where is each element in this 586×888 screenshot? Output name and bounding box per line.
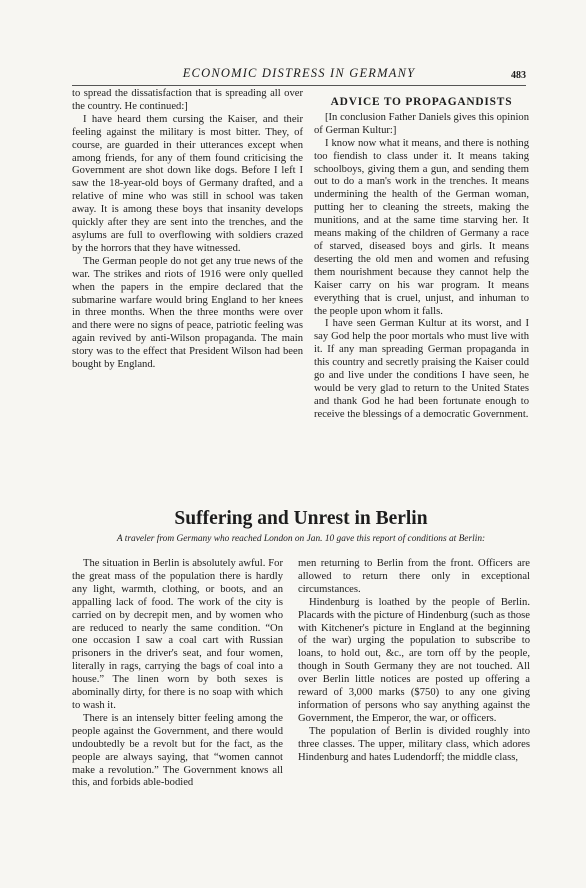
paragraph: The German people do not get any true news of the war. The strikes and riots of 1916 were only quelled when the papers in the empire declared that the submarine warfare would bring England to her knees in three months. When the three months were over and there were no signs of peace, patriotic feeling was again revived by anti-Wilson propaganda. The main story was to the effect that President Wilson had been bought by England.: [72, 255, 303, 371]
page-header: [72, 66, 526, 86]
article-right-column: [298, 558, 530, 765]
paragraph: I have heard them cursing the Kaiser, and their feeling against the military is most bitter. They, of course, are guarded in their utterances except when among friends, for any of them found criticising the Government are shot down like dogs. Before I left I saw the 18-year-old boys of Germany drafted, and a relative of mine who was still in school was taken away. It is among these boys that insanity develops quickly after they are sent into the trenches, and the asylums are full to overflowing with soldiers crazed by the horrors that they have witnessed.: [72, 113, 303, 254]
header-rule: [72, 85, 526, 86]
paragraph: to spread the dissatisfaction that is spreading all over the country. He continued:]: [72, 88, 303, 112]
section-heading: ADVICE TO PROPAGANDISTS: [330, 96, 513, 108]
article-title: Suffering and Unrest in Berlin: [174, 508, 428, 529]
paragraph: I know now what it means, and there is nothing too fiendish to class under it. It means taking schoolboys, giving them a gun, and sending them out to do a man's work in the trenches. It means undermining the health of the German woman, putting her to cleaning the streets, making the munitions, and at the same time starving her. It means making of the children of Germany a race of starved, diseased boys and girls. It means deserting the old men and women and refusing them nourishment because they cannot help the Kaiser carry on his war program. It means everything that is cruel, unjust, and inhuman to the people upon whom it falls.: [314, 137, 529, 317]
article-left-column: [72, 558, 283, 790]
upper-left-column: [72, 88, 303, 372]
paragraph: [In conclusion Father Daniels gives this opinion of German Kultur:]: [314, 111, 529, 136]
paragraph: There is an intensely bitter feeling among the people against the Government, and there would undoubtedly be a revolt but for the fact, as the people are always saying, that “women cannot make a revolution.” The Government knows all this, and forbids able-bodied: [72, 712, 283, 789]
paragraph: Hindenburg is loathed by the people of Berlin. Placards with the picture of Hindenburg (such as those with Kitchener's picture in England at the beginning of the war) urging the population to subscribe to loans, to hold out, &c., are torn off by the people, though in South Germany they are not touched. All over Berlin little notices are posted up offering a reward of 3,000 marks ($750) to any one giving information of persons who say anything against the Government, the Emperor, the war, or officers.: [298, 596, 530, 724]
paragraph: The population of Berlin is divided roughly into three classes. The upper, military class, which adores Hindenburg and hates Ludendorff; the middle class,: [298, 725, 530, 763]
running-head: ECONOMIC DISTRESS IN GERMANY: [182, 66, 416, 80]
paragraph: men returning to Berlin from the front. Officers are allowed to return there only in exceptional circumstances.: [298, 558, 530, 595]
paragraph: I have seen German Kultur at its worst, and I say God help the poor mortals who must live with it. If any man spreading German propaganda in this country and secretly praising the Kaiser could go and live under the conditions I have seen, he would be very glad to return to the United States and thank God he had been fortunate enough to receive the blessings of a democratic Government.: [314, 318, 529, 420]
page-number: 483: [511, 70, 526, 81]
article-deck: A traveler from Germany who reached London on Jan. 10 gave this report of conditions at Berlin:: [116, 534, 486, 544]
paragraph: The situation in Berlin is absolutely awful. For the great mass of the population there is hardly any light, warmth, clothing, or boots, and an appalling lack of food. The work of the city is carried on by decrepit men, and by women who are reduced to nearly the same condition. “On one occasion I saw a coal cart with Russian prisoners in the driver's seat, and four women, literally in rags, carrying the bags of coal into a house.” The linen worn by both sexes is abominally dirty, for there is no soap with which to wash it.: [72, 558, 283, 711]
upper-right-column: [314, 88, 529, 422]
